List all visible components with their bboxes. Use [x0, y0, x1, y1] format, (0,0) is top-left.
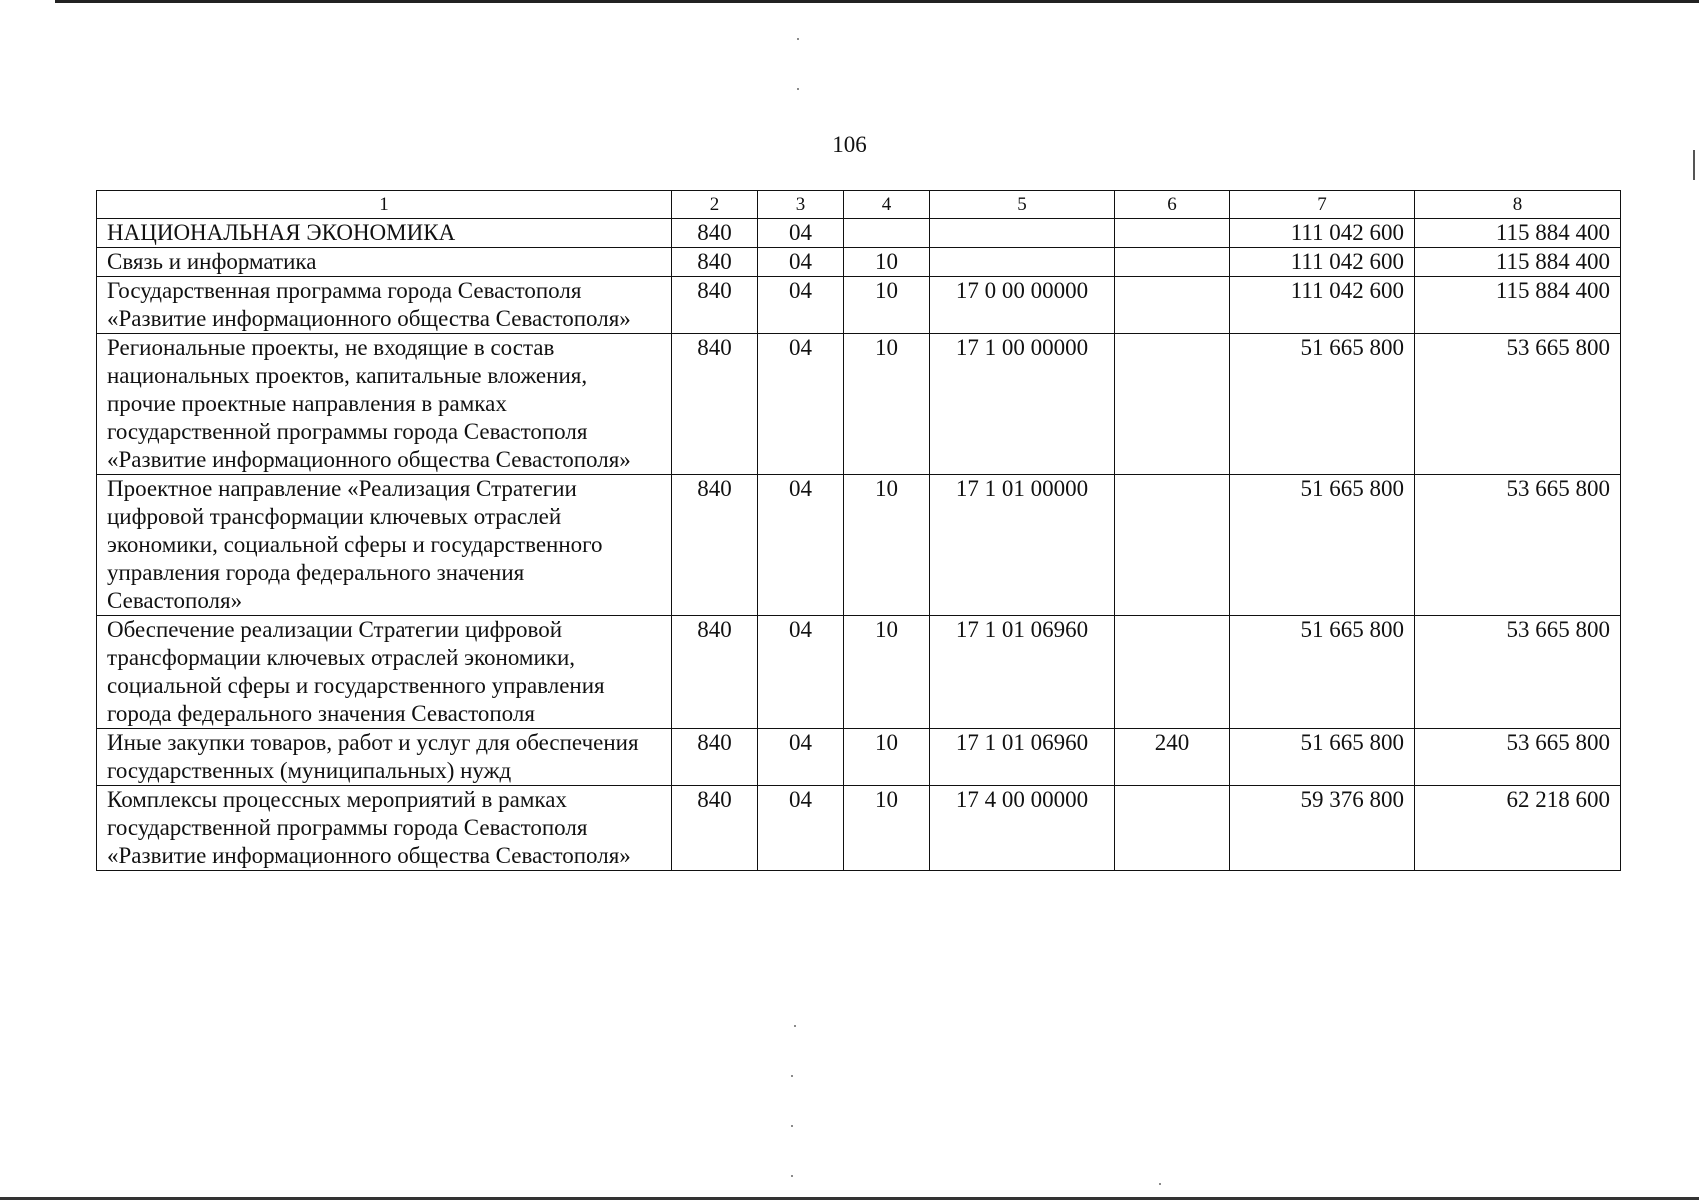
- cell-col-4: 10: [844, 729, 930, 786]
- header-col-5: 5: [930, 191, 1115, 219]
- cell-col-5: [930, 219, 1115, 248]
- table-row: [97, 334, 1621, 475]
- cell-col-4: 10: [844, 248, 930, 277]
- row-name: Обеспечение реализации Стратегии цифровой трансформации ключевых отраслей экономики, социальной сферы и государственного управления города федерального значения Севастополя: [97, 616, 672, 729]
- cell-col-8: 115 884 400: [1415, 248, 1621, 277]
- cell-col-3: 04: [758, 277, 844, 334]
- row-name: Проектное направление «Реализация Стратегии цифровой трансформации ключевых отраслей экономики, социальной сферы и государственного управления города федерального значения Севастополя»: [97, 475, 672, 616]
- cell-col-8: 115 884 400: [1415, 219, 1621, 248]
- header-col-3: 3: [758, 191, 844, 219]
- cell-col-2: 840: [672, 475, 758, 616]
- header-col-6: 6: [1115, 191, 1230, 219]
- table-row: [97, 219, 1621, 248]
- cell-col-3: 04: [758, 248, 844, 277]
- scan-speck: [797, 38, 799, 40]
- cell-col-3: 04: [758, 475, 844, 616]
- cell-col-7: 59 376 800: [1230, 786, 1415, 871]
- cell-col-6: [1115, 475, 1230, 616]
- cell-col-7: 111 042 600: [1230, 248, 1415, 277]
- cell-col-2: 840: [672, 277, 758, 334]
- cell-col-5: 17 1 00 00000: [930, 334, 1115, 475]
- cell-col-2: 840: [672, 786, 758, 871]
- row-name: НАЦИОНАЛЬНАЯ ЭКОНОМИКА: [97, 219, 672, 248]
- scan-speck: [1159, 1183, 1161, 1185]
- budget-table: [96, 190, 1621, 871]
- cell-col-5: 17 1 01 06960: [930, 616, 1115, 729]
- cell-col-6: [1115, 334, 1230, 475]
- table-row: [97, 729, 1621, 786]
- cell-col-4: 10: [844, 277, 930, 334]
- cell-col-7: 51 665 800: [1230, 334, 1415, 475]
- header-col-7: 7: [1230, 191, 1415, 219]
- cell-col-6: [1115, 248, 1230, 277]
- cell-col-4: 10: [844, 616, 930, 729]
- scan-speck: [794, 1025, 796, 1027]
- scan-speck: [791, 1075, 793, 1077]
- top-border-line: [55, 0, 1699, 3]
- cell-col-7: 51 665 800: [1230, 616, 1415, 729]
- cell-col-8: 53 665 800: [1415, 475, 1621, 616]
- cell-col-8: 53 665 800: [1415, 334, 1621, 475]
- table-row: [97, 248, 1621, 277]
- cell-col-7: 51 665 800: [1230, 729, 1415, 786]
- row-name: Государственная программа города Севастополя «Развитие информационного общества Севастополя»: [97, 277, 672, 334]
- scan-speck: [791, 1175, 793, 1177]
- cell-col-2: 840: [672, 616, 758, 729]
- cell-col-4: 10: [844, 475, 930, 616]
- page-number: 106: [832, 132, 867, 157]
- cell-col-5: 17 4 00 00000: [930, 786, 1115, 871]
- cell-col-8: 115 884 400: [1415, 277, 1621, 334]
- table-row: [97, 277, 1621, 334]
- cell-col-4: 10: [844, 786, 930, 871]
- row-name: Комплексы процессных мероприятий в рамках государственной программы города Севастополя «Развитие информационного общества Севастополя»: [97, 786, 672, 871]
- cell-col-5: 17 1 01 00000: [930, 475, 1115, 616]
- header-col-8: 8: [1415, 191, 1621, 219]
- row-name: Региональные проекты, не входящие в состав национальных проектов, капитальные вложения, прочие проектные направления в рамках государственной программы города Севастополя «Развитие информационного общества Севастополя»: [97, 334, 672, 475]
- cell-col-7: 51 665 800: [1230, 475, 1415, 616]
- scan-speck: [791, 1125, 793, 1127]
- header-col-2: 2: [672, 191, 758, 219]
- cell-col-7: 111 042 600: [1230, 219, 1415, 248]
- cell-col-6: [1115, 219, 1230, 248]
- cell-col-8: 62 218 600: [1415, 786, 1621, 871]
- header-col-4: 4: [844, 191, 930, 219]
- cell-col-2: 840: [672, 729, 758, 786]
- cell-col-3: 04: [758, 334, 844, 475]
- cell-col-5: 17 1 01 06960: [930, 729, 1115, 786]
- cell-col-6: [1115, 616, 1230, 729]
- header-col-1: 1: [97, 191, 672, 219]
- cell-col-2: 840: [672, 334, 758, 475]
- cell-col-3: 04: [758, 786, 844, 871]
- table-row: [97, 475, 1621, 616]
- cell-col-8: 53 665 800: [1415, 729, 1621, 786]
- cell-col-8: 53 665 800: [1415, 616, 1621, 729]
- cell-col-2: 840: [672, 219, 758, 248]
- cell-col-5: 17 0 00 00000: [930, 277, 1115, 334]
- cell-col-6: [1115, 786, 1230, 871]
- row-name: Связь и информатика: [97, 248, 672, 277]
- row-name: Иные закупки товаров, работ и услуг для обеспечения государственных (муниципальных) нужд: [97, 729, 672, 786]
- cell-col-2: 840: [672, 248, 758, 277]
- cell-col-3: 04: [758, 616, 844, 729]
- cell-col-7: 111 042 600: [1230, 277, 1415, 334]
- cell-col-6: [1115, 277, 1230, 334]
- header-row: [97, 191, 1621, 219]
- cell-col-4: 10: [844, 334, 930, 475]
- cell-col-6: 240: [1115, 729, 1230, 786]
- table-row: [97, 616, 1621, 729]
- cell-col-3: 04: [758, 219, 844, 248]
- scan-speck: [797, 88, 799, 90]
- cell-col-3: 04: [758, 729, 844, 786]
- table-row: [97, 786, 1621, 871]
- cell-col-4: [844, 219, 930, 248]
- cell-col-5: [930, 248, 1115, 277]
